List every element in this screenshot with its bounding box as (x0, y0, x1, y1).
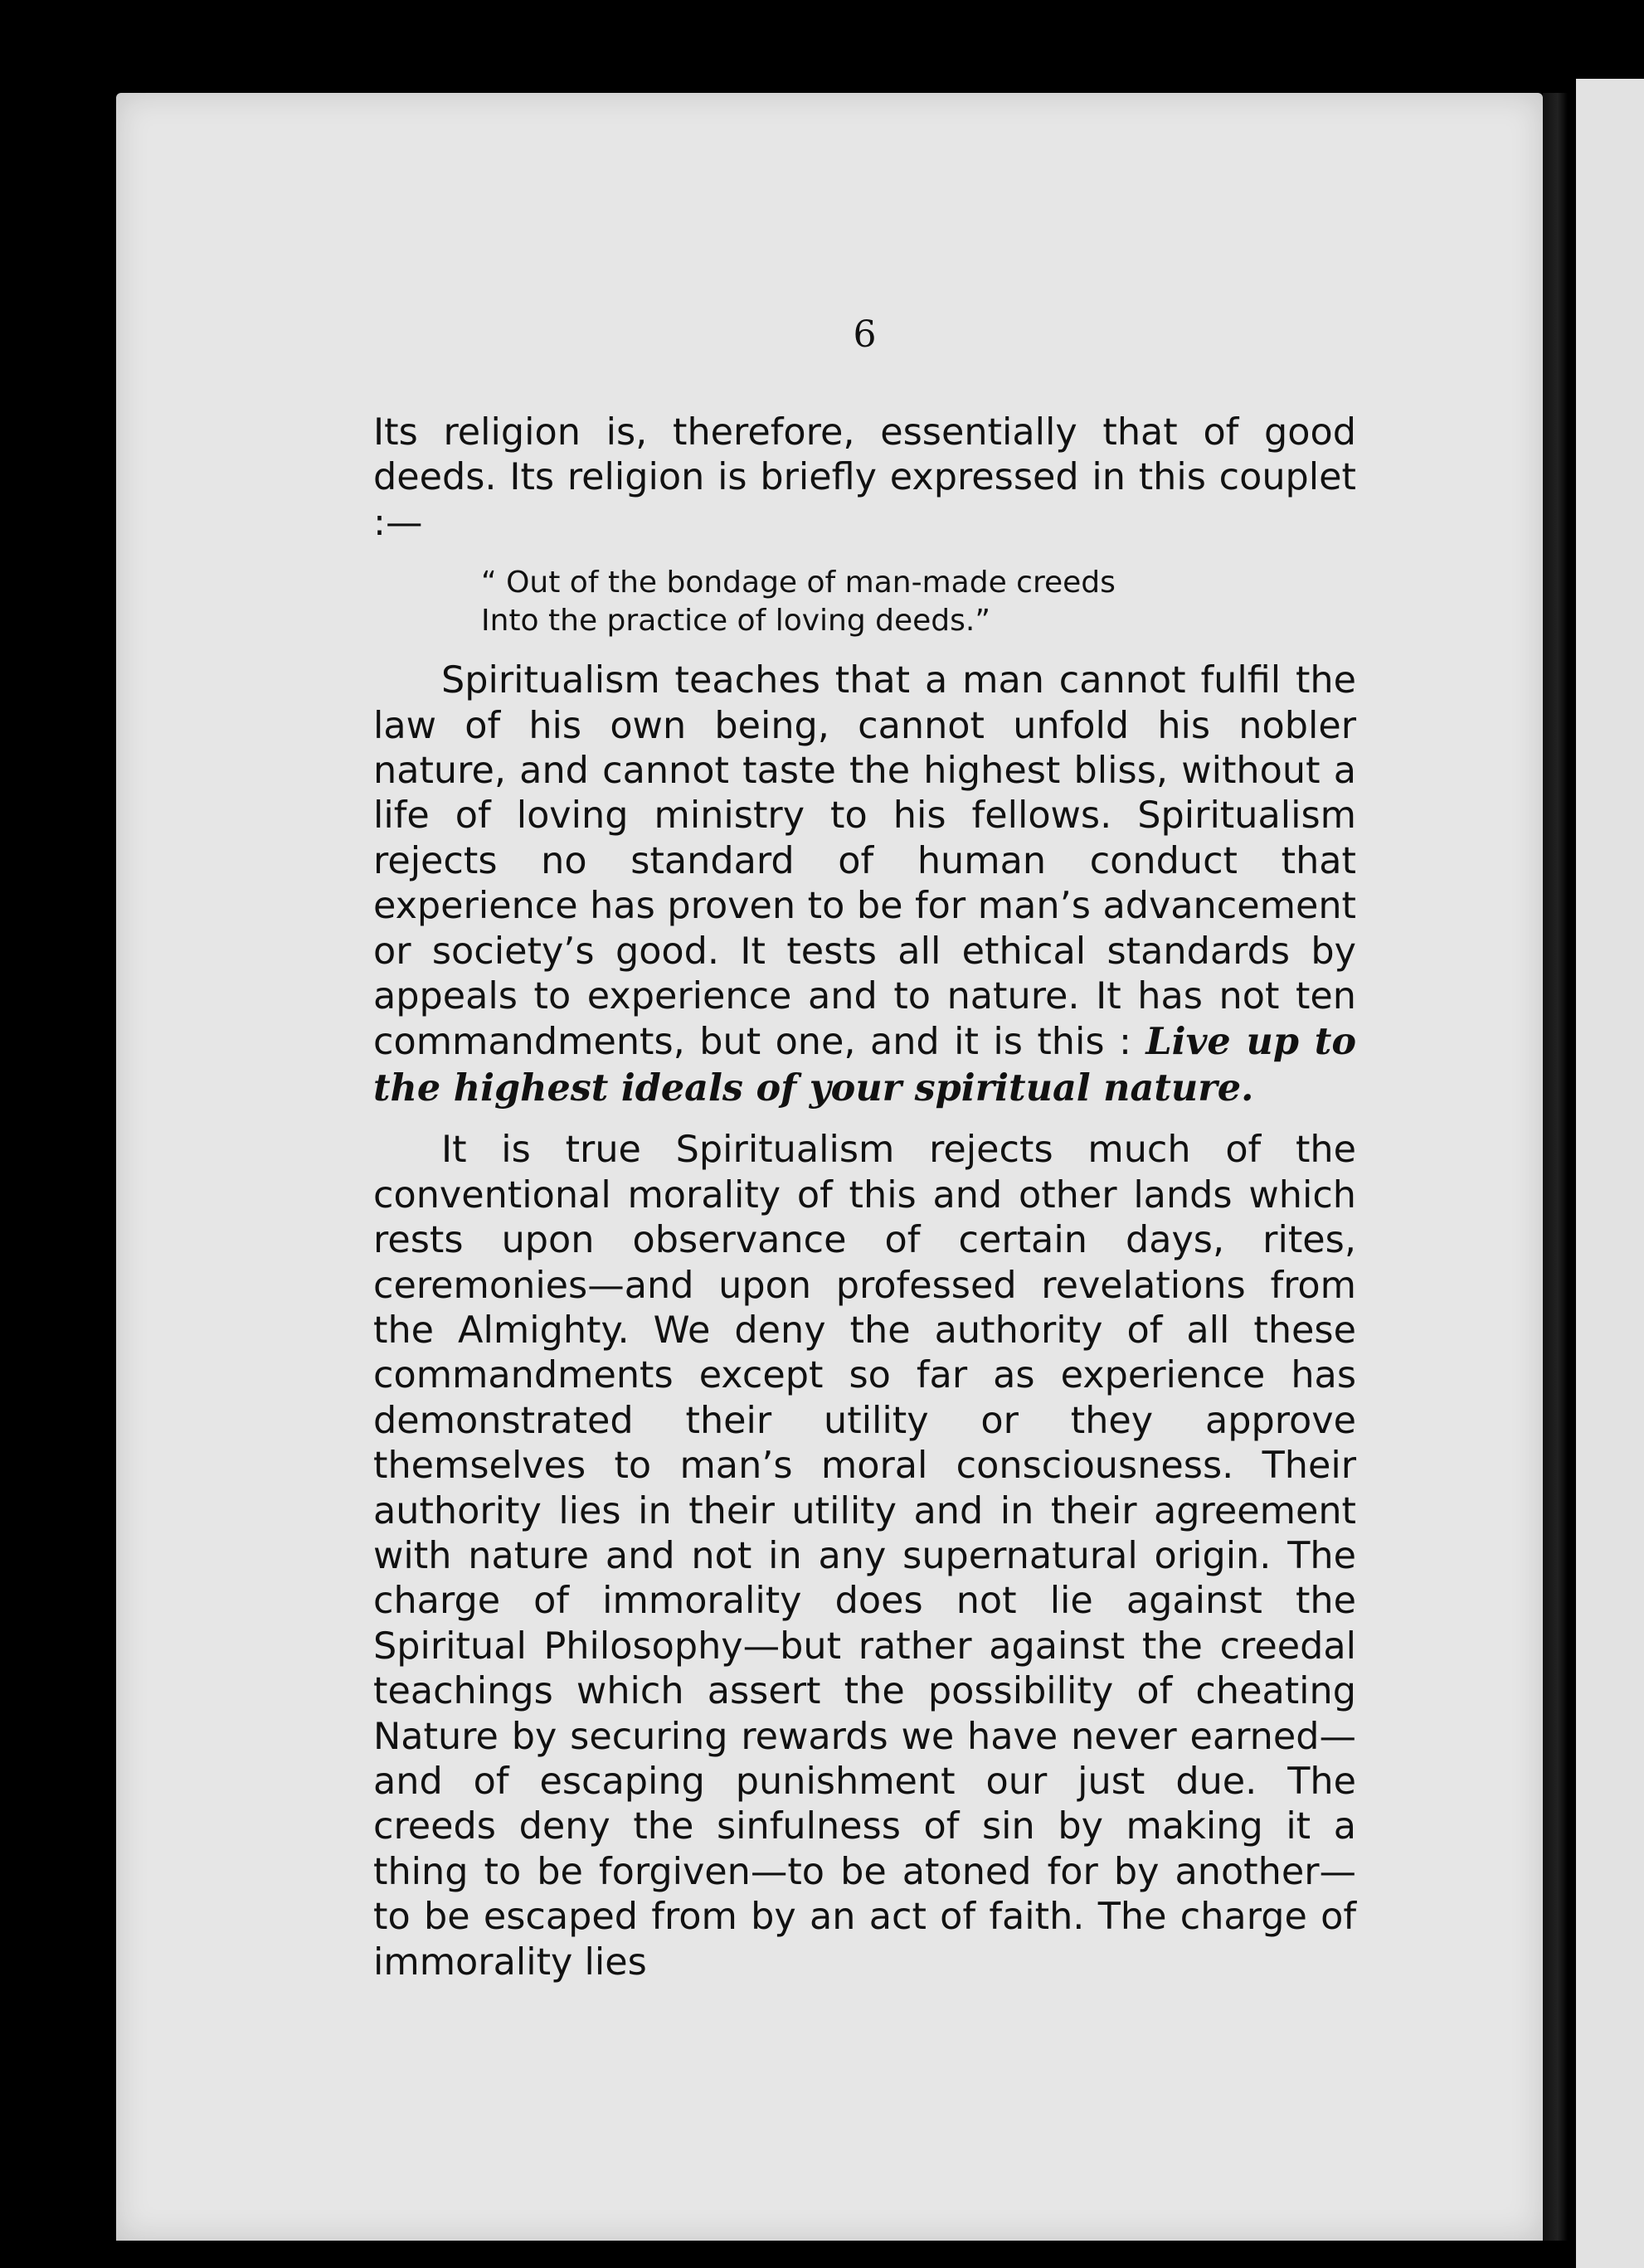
verse-couplet (481, 564, 1356, 640)
verse-line-2: Into the practice of loving deeds.” (481, 604, 990, 639)
page-gutter-shadow (1543, 93, 1568, 2241)
paragraph-3: It is true Spiritualism rejects much of the conventional morality of this and other lands which rests upon observance of certain days, rites, ceremonies—and upon professed revelations from the Almighty. We deny the authority of all these commandments except so far as experience has demonstrated their utility or they approve themselves to man’s moral consciousness. Their authority lies in their utility and in their agreement with nature and not in any supernatural origin. The charge of immorality does not lie against the Spiritual Philosophy—but rather against the creedal teachings which assert the possibility of cheating Nature by securing rewards we have never earned—and of escaping punishment our just due. The creeds deny the sinfulness of sin by making it a thing to be forgiven—to be atoned for by another—to be escaped from by an act of faith. The charge of immorality lies (373, 1129, 1356, 1984)
paragraph-2-text: Spiritualism teaches that a man cannot fulfil the law of his own being, cannot unfold his nobler nature, and cannot taste the highest bliss, without a life of loving ministry to his fellows. Spiritualism rejects no standard of human conduct that experience has proven to be for man’s advancement or society’s good. It tests all ethical standards by appeals to experience and to nature. It has not ten commandments, but one, and it is this : (373, 659, 1356, 1064)
page-number: 6 (853, 313, 877, 356)
paragraph-2 (373, 658, 1356, 1111)
verse-line-1: “ Out of the bondage of man-made creeds (481, 566, 1116, 600)
facing-page (1576, 79, 1644, 2268)
paragraph-2-emphasis: Live up to the highest ideals of your spiritual nature. (373, 1020, 1356, 1110)
body-text (373, 410, 1356, 1985)
paragraph-1: Its religion is, therefore, essentially that of good deeds. Its religion is briefly expressed in this couplet :— (373, 411, 1356, 544)
